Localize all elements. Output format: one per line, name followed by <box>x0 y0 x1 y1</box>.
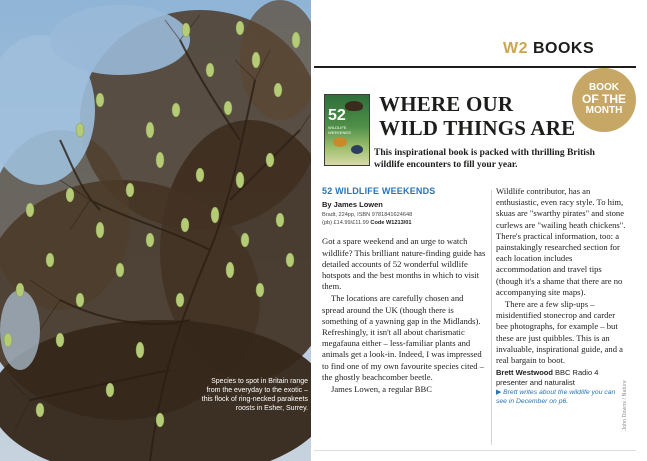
cross-reference-text: Brett writes about the wildlife you can see in December on p6. <box>496 389 616 406</box>
section-name: BOOKS <box>532 40 595 57</box>
arrow-icon: ▶ <box>496 389 502 397</box>
reviewer-role: BBC Radio 4 presenter and naturalist <box>496 368 599 388</box>
photo-credit: John Downs / Nature <box>622 380 628 431</box>
section-heading <box>503 40 594 58</box>
reviewer-byline <box>496 368 628 388</box>
body-paragraph: Got a spare weekend and an urge to watch wildlife? This brilliant nature-finding guide has detailed accounts of 52 wonderful wildlife hotspots and the best months in which to visit them. <box>322 236 486 292</box>
column-divider <box>491 190 492 445</box>
headline-line-2: WILD THINGS ARE <box>379 116 576 140</box>
book-details-line-1: Bradt, 224pp, ISBN 9781841624648 <box>322 212 413 219</box>
body-paragraph: James Lowen, a regular BBC <box>331 384 432 395</box>
body-paragraph: There are a few slip-ups – misidentified stonecrop and carder bee photographs, for example – but these are just quibbles. This is an invaluable, inspirational guide, and a real bargain to boot. <box>496 299 623 366</box>
headline-line-1: WHERE OUR <box>379 92 514 116</box>
cover-bird-shape <box>333 137 347 147</box>
top-rule <box>314 66 636 68</box>
body-paragraph: Wildlife contributor, has an enthusiastic, even racy style. To him, skuas are "swarthy pirates" and stone curlews are "wailing heath chickens". There's practical information, too: a painstakingly researched section for each location includes accommodation and travel tips (though it's a shame that there are no accompanying site maps). <box>496 186 626 297</box>
photo-caption: Species to spot in Britain range from the everyday to the exotic – this flock of ring-necked parakeets roosts in Esher, Surrey. <box>201 378 308 412</box>
article-column-left <box>322 186 486 395</box>
bottom-rule <box>314 450 636 451</box>
cover-bird-shape <box>351 145 363 154</box>
reviewer-name: Brett Westwood <box>496 368 553 378</box>
badge-line-1: BOOK <box>589 82 619 93</box>
article-standfirst: This inspirational book is packed with thrilling British wildlife encounters to fill your year. <box>374 148 595 170</box>
badge-line-2: OF THE <box>582 92 626 106</box>
article-headline <box>379 92 589 140</box>
cross-reference-note <box>496 388 628 406</box>
article-column-right <box>496 186 628 406</box>
book-details <box>322 211 486 227</box>
book-cover-image <box>324 94 370 166</box>
body-paragraph: The locations are carefully chosen and spread around the UK (though there is something of a yawning gap in the Midlands). Refreshingly, it isn't all about charismatic megafauna either – less-familiar plants and animals get a look-in. Indeed, I was impressed to find one of my own favourite species cited – the ghostly beachcomber beetle. <box>322 293 485 382</box>
book-title: 52 WILDLIFE WEEKENDS <box>322 186 436 196</box>
cover-number: 52 <box>328 107 346 124</box>
book-price: (pb) £14.99/£11.99 <box>322 220 371 227</box>
section-code: W2 <box>503 40 528 57</box>
parakeet-photo <box>0 0 311 461</box>
cover-bird-shape <box>345 101 363 111</box>
cover-title: WILDLIFE WEEKENDS <box>328 125 351 135</box>
badge-line-3: MONTH <box>585 105 623 116</box>
book-order-code: Code W1213/01 <box>370 220 412 227</box>
book-author: By James Lowen <box>322 200 383 210</box>
